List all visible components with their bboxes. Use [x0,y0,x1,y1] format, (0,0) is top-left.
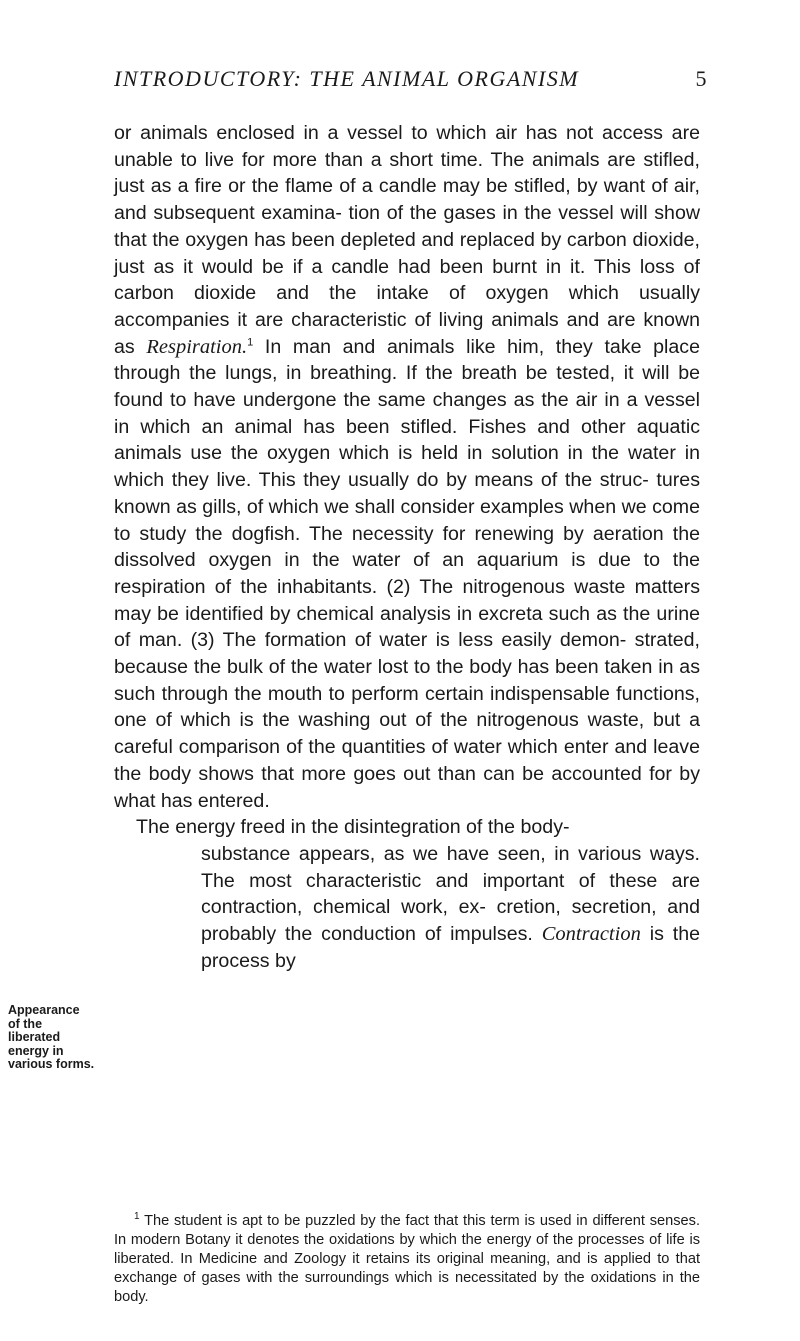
paragraph-text: is the process by [201,923,700,972]
margin-note-line: of the [8,1016,43,1031]
running-header [114,62,708,96]
paragraph-text: In man and animals like him, they take place through the lungs, in breathing. If the breath be tested, it will be found to have undergone the same changes as the air in a vessel in which an animal has been stifled. Fishes and other aquatic animals use the oxygen which is held in solution in the water in which they live. This they usually do by means of the struc- tures known as gills, of which we shall consider examples when we come to study the dogfish. The necessity for renewing by aeration the dissolved oxygen in the water of an aquarium is due to the respiration of the inhabitants. (2) The nitrogenous waste matters may be identified by chemical analysis in excreta such as the urine of man. (3) The formation of water is less easily demon- strated, because the bulk of the water lost to the body has been taken in as such through the mouth to perform certain indispensable functions, one of which is the washing out of the nitrogenous waste, but a careful comparison of the quantities of water which enter and leave the body shows that more goes out than can be accounted for by what has entered. [114,335,700,812]
paragraph-energy-first-line [114,814,700,841]
term-contraction: Contraction [541,923,641,946]
footnote-reference: 1 [247,336,254,349]
margin-note [8,1004,116,1072]
paragraph-energy [201,841,700,975]
margin-note-line: energy in [8,1043,64,1058]
margin-note-line: liberated [8,1030,61,1045]
paragraph-respiration [114,120,700,814]
paragraph-text: substance appears, as we have seen, in various ways. The most characteristic and important of these are contraction, chemical work, ex- cretion, secretion, and probably the conduction of impulses. [201,842,700,946]
paragraph-text: The energy freed in the disintegration of the body- [136,816,570,839]
term-respiration: Respiration. [146,335,248,358]
running-title: INTRODUCTORY: THE ANIMAL ORGANISM [114,66,580,91]
paragraph-text: or animals enclosed in a vessel to which air has not access are unable to live for more than a short time. The animals are stifled, just as a fire or the flame of a candle may be stifled, by want of air, and subsequent examina- tion of the gases in the vessel will show that the oxygen has been depleted and replaced by carbon dioxide, just as it would be if a candle had been burnt in it. This loss of carbon dioxide and the intake of oxygen which usually accompanies it are characteristic of living animals and are known as [114,122,700,358]
footnote [114,1212,700,1307]
body-text [114,120,700,975]
margin-note-line: Appearance [8,1003,80,1017]
page-number: 5 [695,66,708,91]
footnote-marker: 1 [134,1211,140,1223]
margin-note-line: various forms. [8,1057,95,1072]
footnote-text: The student is apt to be puzzled by the fact that this term is used in different senses. In modern Botany it denotes the oxidations by which the energy of the processes of life is liberated. In Medicine and Zoology it retains its original meaning, and is applied to that exchange of gases with the surroundings which is necessitated by the oxidations in the body. [114,1213,701,1305]
